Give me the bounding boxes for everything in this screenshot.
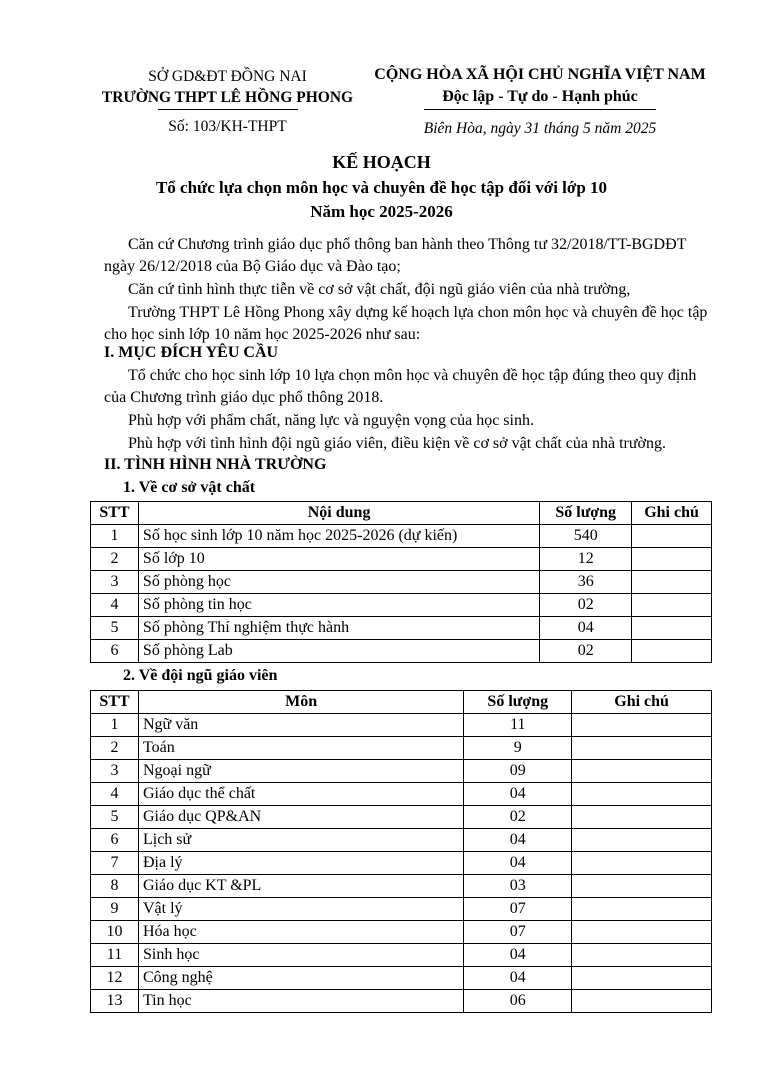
table-row [91,571,712,594]
row-quantity: 07 [464,921,572,944]
school-name: TRƯỜNG THPT LÊ HỒNG PHONG [101,89,354,106]
department-name: SỞ GD&ĐT ĐỒNG NAI [148,68,307,85]
row-subject: Ngữ văn [138,714,463,737]
national-motto: Độc lập - Tự do - Hạnh phúc [442,88,638,105]
row-stt: 11 [91,944,139,967]
table-row [91,829,712,852]
row-stt: 5 [91,617,139,640]
document-subtitle: Tổ chức lựa chọn môn học và chuyên đề học tập đối với lớp 10 [155,178,608,197]
row-quantity: 04 [464,944,572,967]
col-header-note: Ghi chú [632,502,712,525]
table-row [91,967,712,990]
row-subject: Hóa học [138,921,463,944]
row-content: Số phòng tin học [138,594,539,617]
facilities-table [90,501,712,663]
row-content: Số lớp 10 [138,548,539,571]
row-note [572,852,712,875]
row-subject: Công nghệ [138,967,463,990]
row-stt: 6 [91,640,139,663]
row-quantity: 11 [464,714,572,737]
row-stt: 4 [91,783,139,806]
row-content: Số học sinh lớp 10 năm học 2025-2026 (dự kiến) [138,525,539,548]
row-stt: 1 [91,714,139,737]
row-note [572,829,712,852]
intro-paragraph-3-text: Trường THPT Lê Hồng Phong xây dựng kế hoạch lựa chon môn học và chuyên đề học tập cho học sinh lớp 10 năm học 2025-2026 như sau: [104,304,708,343]
row-note [572,990,712,1013]
row-note [632,617,712,640]
row-stt: 3 [91,760,139,783]
row-stt: 7 [91,852,139,875]
table-row [91,737,712,760]
row-stt: 12 [91,967,139,990]
row-note [572,783,712,806]
row-stt: 2 [91,737,139,760]
teachers-table [90,690,712,1013]
row-note [572,737,712,760]
document-title: KẾ HOẠCH [332,152,431,172]
issuer-underline [158,109,298,110]
col-header-stt: STT [91,502,139,525]
row-quantity: 02 [540,594,632,617]
row-note [632,594,712,617]
row-quantity: 12 [540,548,632,571]
row-note [632,525,712,548]
table-row [91,525,712,548]
intro-paragraph-2-text: Căn cứ tình hình thực tiễn về cơ sở vật chất, đội ngũ giáo viên của nhà trường, [128,281,631,298]
row-subject: Ngoại ngữ [138,760,463,783]
school-year: Năm học 2025-2026 [310,202,453,221]
row-quantity: 04 [464,829,572,852]
row-quantity: 02 [540,640,632,663]
row-note [572,967,712,990]
row-content: Số phòng học [138,571,539,594]
section-1-heading: I. MỤC ĐÍCH YÊU CẦU [104,344,279,361]
table-row [91,760,712,783]
row-subject: Lịch sử [138,829,463,852]
row-subject: Toán [138,737,463,760]
row-subject: Giáo dục KT &PL [138,875,463,898]
row-quantity: 36 [540,571,632,594]
row-note [632,571,712,594]
table-header-row [91,502,712,525]
table-row [91,852,712,875]
row-stt: 9 [91,898,139,921]
row-subject: Sinh học [138,944,463,967]
col-header-subject: Môn [138,691,463,714]
row-subject: Giáo dục QP&AN [138,806,463,829]
row-quantity: 07 [464,898,572,921]
table-row [91,990,712,1013]
section-1-paragraph-2-text: Phù hợp với phẩm chất, năng lực và nguyện vọng của học sinh. [128,412,534,429]
motto-underline [424,109,656,110]
table-row [91,617,712,640]
row-quantity: 03 [464,875,572,898]
row-note [572,944,712,967]
document-number: Số: 103/KH-THPT [168,118,287,135]
col-header-stt: STT [91,691,139,714]
intro-paragraph-1-text: Căn cứ Chương trình giáo dục phổ thông ban hành theo Thông tư 32/2018/TT-BGDĐT ngày 26/12/2018 của Bộ Giáo dục và Đào tạo; [104,236,687,275]
row-note [572,875,712,898]
row-content: Số phòng Lab [138,640,539,663]
section-1-paragraph-3 [104,433,714,455]
row-stt: 2 [91,548,139,571]
row-stt: 5 [91,806,139,829]
row-quantity: 9 [464,737,572,760]
row-quantity: 06 [464,990,572,1013]
row-quantity: 540 [540,525,632,548]
row-stt: 3 [91,571,139,594]
table-row [91,714,712,737]
row-note [572,714,712,737]
intro-paragraph-2 [104,279,714,301]
row-stt: 10 [91,921,139,944]
row-subject: Giáo dục thể chất [138,783,463,806]
intro-paragraph-3 [104,302,714,346]
row-content: Số phòng Thí nghiệm thực hành [138,617,539,640]
section-1-paragraph-1-text: Tổ chức cho học sinh lớp 10 lựa chọn môn học và chuyên đề học tập đúng theo quy định của Chương trình giáo dục phổ thông 2018. [104,367,697,406]
facilities-subheading: 1. Về cơ sở vật chất [123,479,256,496]
row-quantity: 04 [464,967,572,990]
republic-name: CỘNG HÒA XÃ HỘI CHỦ NGHĨA VIỆT NAM [374,66,706,83]
row-note [632,548,712,571]
col-header-quantity: Số lượng [464,691,572,714]
table-row [91,875,712,898]
row-note [572,760,712,783]
row-quantity: 04 [540,617,632,640]
table-row [91,898,712,921]
row-quantity: 04 [464,852,572,875]
section-1-paragraph-3-text: Phù hợp với tình hình đội ngũ giáo viên, điều kiện về cơ sở vật chất của nhà trường. [128,435,666,452]
row-stt: 13 [91,990,139,1013]
col-header-content: Nội dung [138,502,539,525]
row-note [572,921,712,944]
section-2-heading: II. TÌNH HÌNH NHÀ TRƯỜNG [104,456,327,473]
row-subject: Tin học [138,990,463,1013]
national-header [360,64,720,110]
issuer-block [85,66,370,110]
table-header-row [91,691,712,714]
section-1-paragraph-2 [104,410,714,432]
table-row [91,640,712,663]
col-header-note: Ghi chú [572,691,712,714]
section-1-paragraph-1 [104,365,714,409]
row-note [632,640,712,663]
intro-paragraph-1 [104,234,714,278]
row-note [572,898,712,921]
teachers-subheading: 2. Về đội ngũ giáo viên [123,667,278,684]
table-row [91,783,712,806]
row-stt: 1 [91,525,139,548]
row-subject: Vật lý [138,898,463,921]
table-row [91,944,712,967]
col-header-quantity: Số lượng [540,502,632,525]
row-stt: 4 [91,594,139,617]
row-quantity: 09 [464,760,572,783]
table-row [91,921,712,944]
table-row [91,548,712,571]
date-line: Biên Hòa, ngày 31 tháng 5 năm 2025 [423,120,657,137]
row-quantity: 02 [464,806,572,829]
row-note [572,806,712,829]
row-stt: 8 [91,875,139,898]
row-subject: Địa lý [138,852,463,875]
table-row [91,594,712,617]
row-quantity: 04 [464,783,572,806]
row-stt: 6 [91,829,139,852]
table-row [91,806,712,829]
